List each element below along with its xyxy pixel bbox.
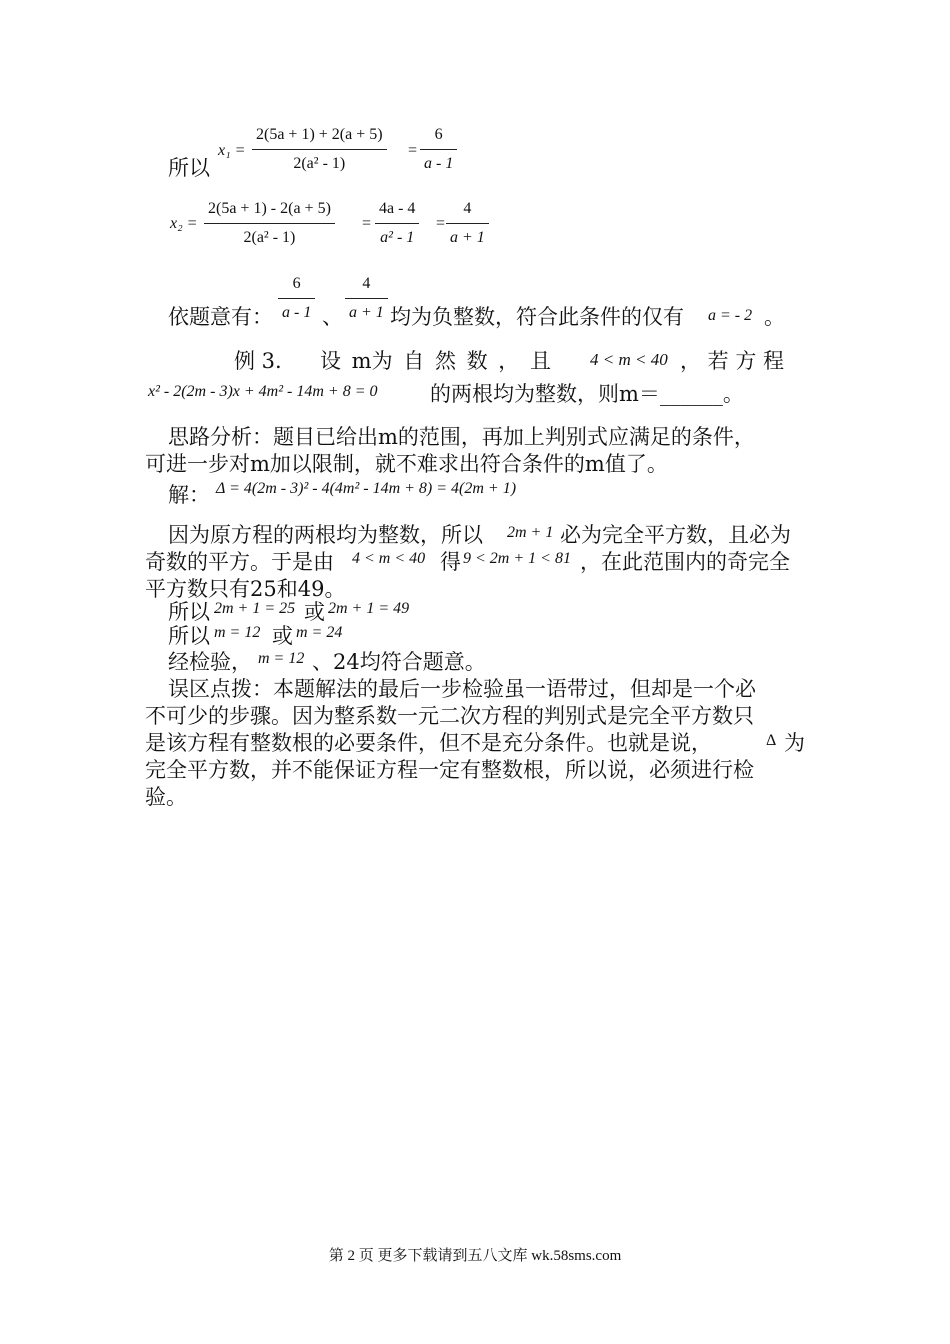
wuqu-line-5: 验。: [145, 785, 187, 809]
yinwei-line-2b: 得: [440, 550, 461, 574]
x2-f2-denominator: a² - 1: [380, 229, 415, 246]
yiti-suffix: 均为负整数，符合此条件的仅有: [390, 305, 684, 329]
x2-fraction-1: [204, 200, 335, 247]
x1-f1-numerator: 2(5a + 1) + 2(a + 5): [252, 126, 387, 150]
example-3-text-1: 设 m为 自 然 数 ， 且: [320, 349, 551, 373]
jie-formula: Δ = 4(2m - 3)² - 4(4m² - 14m + 8) = 4(2m + 1): [216, 480, 517, 497]
x1-f1-denominator: 2(a² - 1): [293, 155, 346, 172]
suoyi-2-math-2: m = 24: [296, 624, 343, 641]
x2-f3-denominator: a + 1: [450, 229, 485, 246]
yiti-f2-denominator: a + 1: [349, 304, 384, 321]
yiti-separator: 、: [322, 305, 343, 329]
suoyi-1-math-1: 2m + 1 = 25: [214, 600, 296, 617]
jianyan-math: m = 12: [258, 650, 305, 667]
suoyi-label: 所以: [168, 156, 210, 180]
silu-line-2: 可进一步对m加以限制，就不难求出符合条件的m值了。: [145, 452, 668, 476]
x2-f2-numerator: 4a - 4: [375, 200, 419, 224]
yinwei-line-3: 平方数只有25和49。: [145, 577, 346, 601]
suoyi-1-math-2: 2m + 1 = 49: [328, 600, 410, 617]
example-3-label: 例 3.: [234, 349, 282, 373]
x1-f2-numerator: 6: [420, 126, 457, 150]
x1-f2-denominator: a - 1: [424, 155, 454, 172]
x1-fraction-1: [252, 126, 387, 173]
yinwei-line-1-math: 2m + 1: [507, 524, 554, 541]
example-3-range: 4 < m < 40: [590, 350, 668, 369]
yiti-fraction-1: [278, 275, 315, 322]
example-3-text-2: ， 若 方 程: [680, 349, 785, 373]
yiti-fraction-2: [345, 275, 388, 322]
suoyi-1-label: 所以: [168, 600, 210, 624]
wuqu-line-1: 误区点拨：本题解法的最后一步检验虽一语带过，但却是一个必: [168, 677, 756, 701]
yinwei-line-1b: 必为完全平方数，且必为: [560, 523, 791, 547]
yinwei-line-2-math-1: 4 < m < 40: [352, 550, 426, 567]
jie-prefix: 解：: [168, 483, 210, 507]
yiti-f2-numerator: 4: [345, 275, 388, 299]
wuqu-line-3a: 是该方程有整数根的必要条件，但不是充分条件。也就是说，: [145, 731, 712, 755]
x1-fraction-2: [420, 126, 457, 173]
yinwei-line-2c: ，在此范围内的奇完全: [580, 550, 790, 574]
jianyan-label: 经检验，: [168, 650, 252, 674]
x2-f1-denominator: 2(a² - 1): [243, 229, 296, 246]
x2-equals-1: =: [362, 215, 372, 232]
silu-line-1: 思路分析：题目已给出m的范围，再加上判别式应满足的条件，: [168, 425, 755, 449]
wuqu-delta: Δ: [766, 732, 777, 749]
x2-equals-2: =: [436, 215, 446, 232]
x2-fraction-3: [446, 200, 489, 247]
wuqu-line-3b: 为: [784, 731, 805, 755]
wuqu-line-2: 不可少的步骤。因为整系数一元二次方程的判别式是完全平方数只: [145, 704, 754, 728]
yinwei-line-2-math-2: 9 < 2m + 1 < 81: [463, 550, 571, 567]
example-3-equation: x² - 2(2m - 3)x + 4m² - 14m + 8 = 0: [148, 383, 378, 400]
suoyi-1-or: 或: [304, 600, 325, 624]
example-3-text-3: 的两根均为整数，则m＝______。: [430, 382, 744, 406]
wuqu-line-4: 完全平方数，并不能保证方程一定有整数根，所以说，必须进行检: [145, 758, 754, 782]
yinwei-line-2a: 奇数的平方。于是由: [145, 550, 334, 574]
x1-equals: =: [408, 142, 418, 159]
page-footer: 第 2 页 更多下载请到五八文库 wk.58sms.com: [328, 1248, 622, 1264]
suoyi-2-math-1: m = 12: [214, 624, 261, 641]
yiti-f1-denominator: a - 1: [282, 304, 312, 321]
yiti-prefix: 依题意有：: [168, 305, 273, 329]
x2-fraction-2: [375, 200, 419, 247]
suoyi-2-label: 所以: [168, 624, 210, 648]
x2-f1-numerator: 2(5a + 1) - 2(a + 5): [204, 200, 335, 224]
x1-label: x₁ =: [218, 142, 246, 159]
yiti-f1-numerator: 6: [278, 275, 315, 299]
jianyan-text: 、24均符合题意。: [312, 650, 486, 674]
yiti-end: 。: [764, 305, 785, 329]
yiti-value: a = - 2: [708, 307, 753, 324]
x2-label: x₂ =: [170, 215, 198, 232]
yinwei-line-1a: 因为原方程的两根均为整数，所以: [168, 523, 483, 547]
suoyi-2-or: 或: [272, 624, 293, 648]
x2-f3-numerator: 4: [446, 200, 489, 224]
